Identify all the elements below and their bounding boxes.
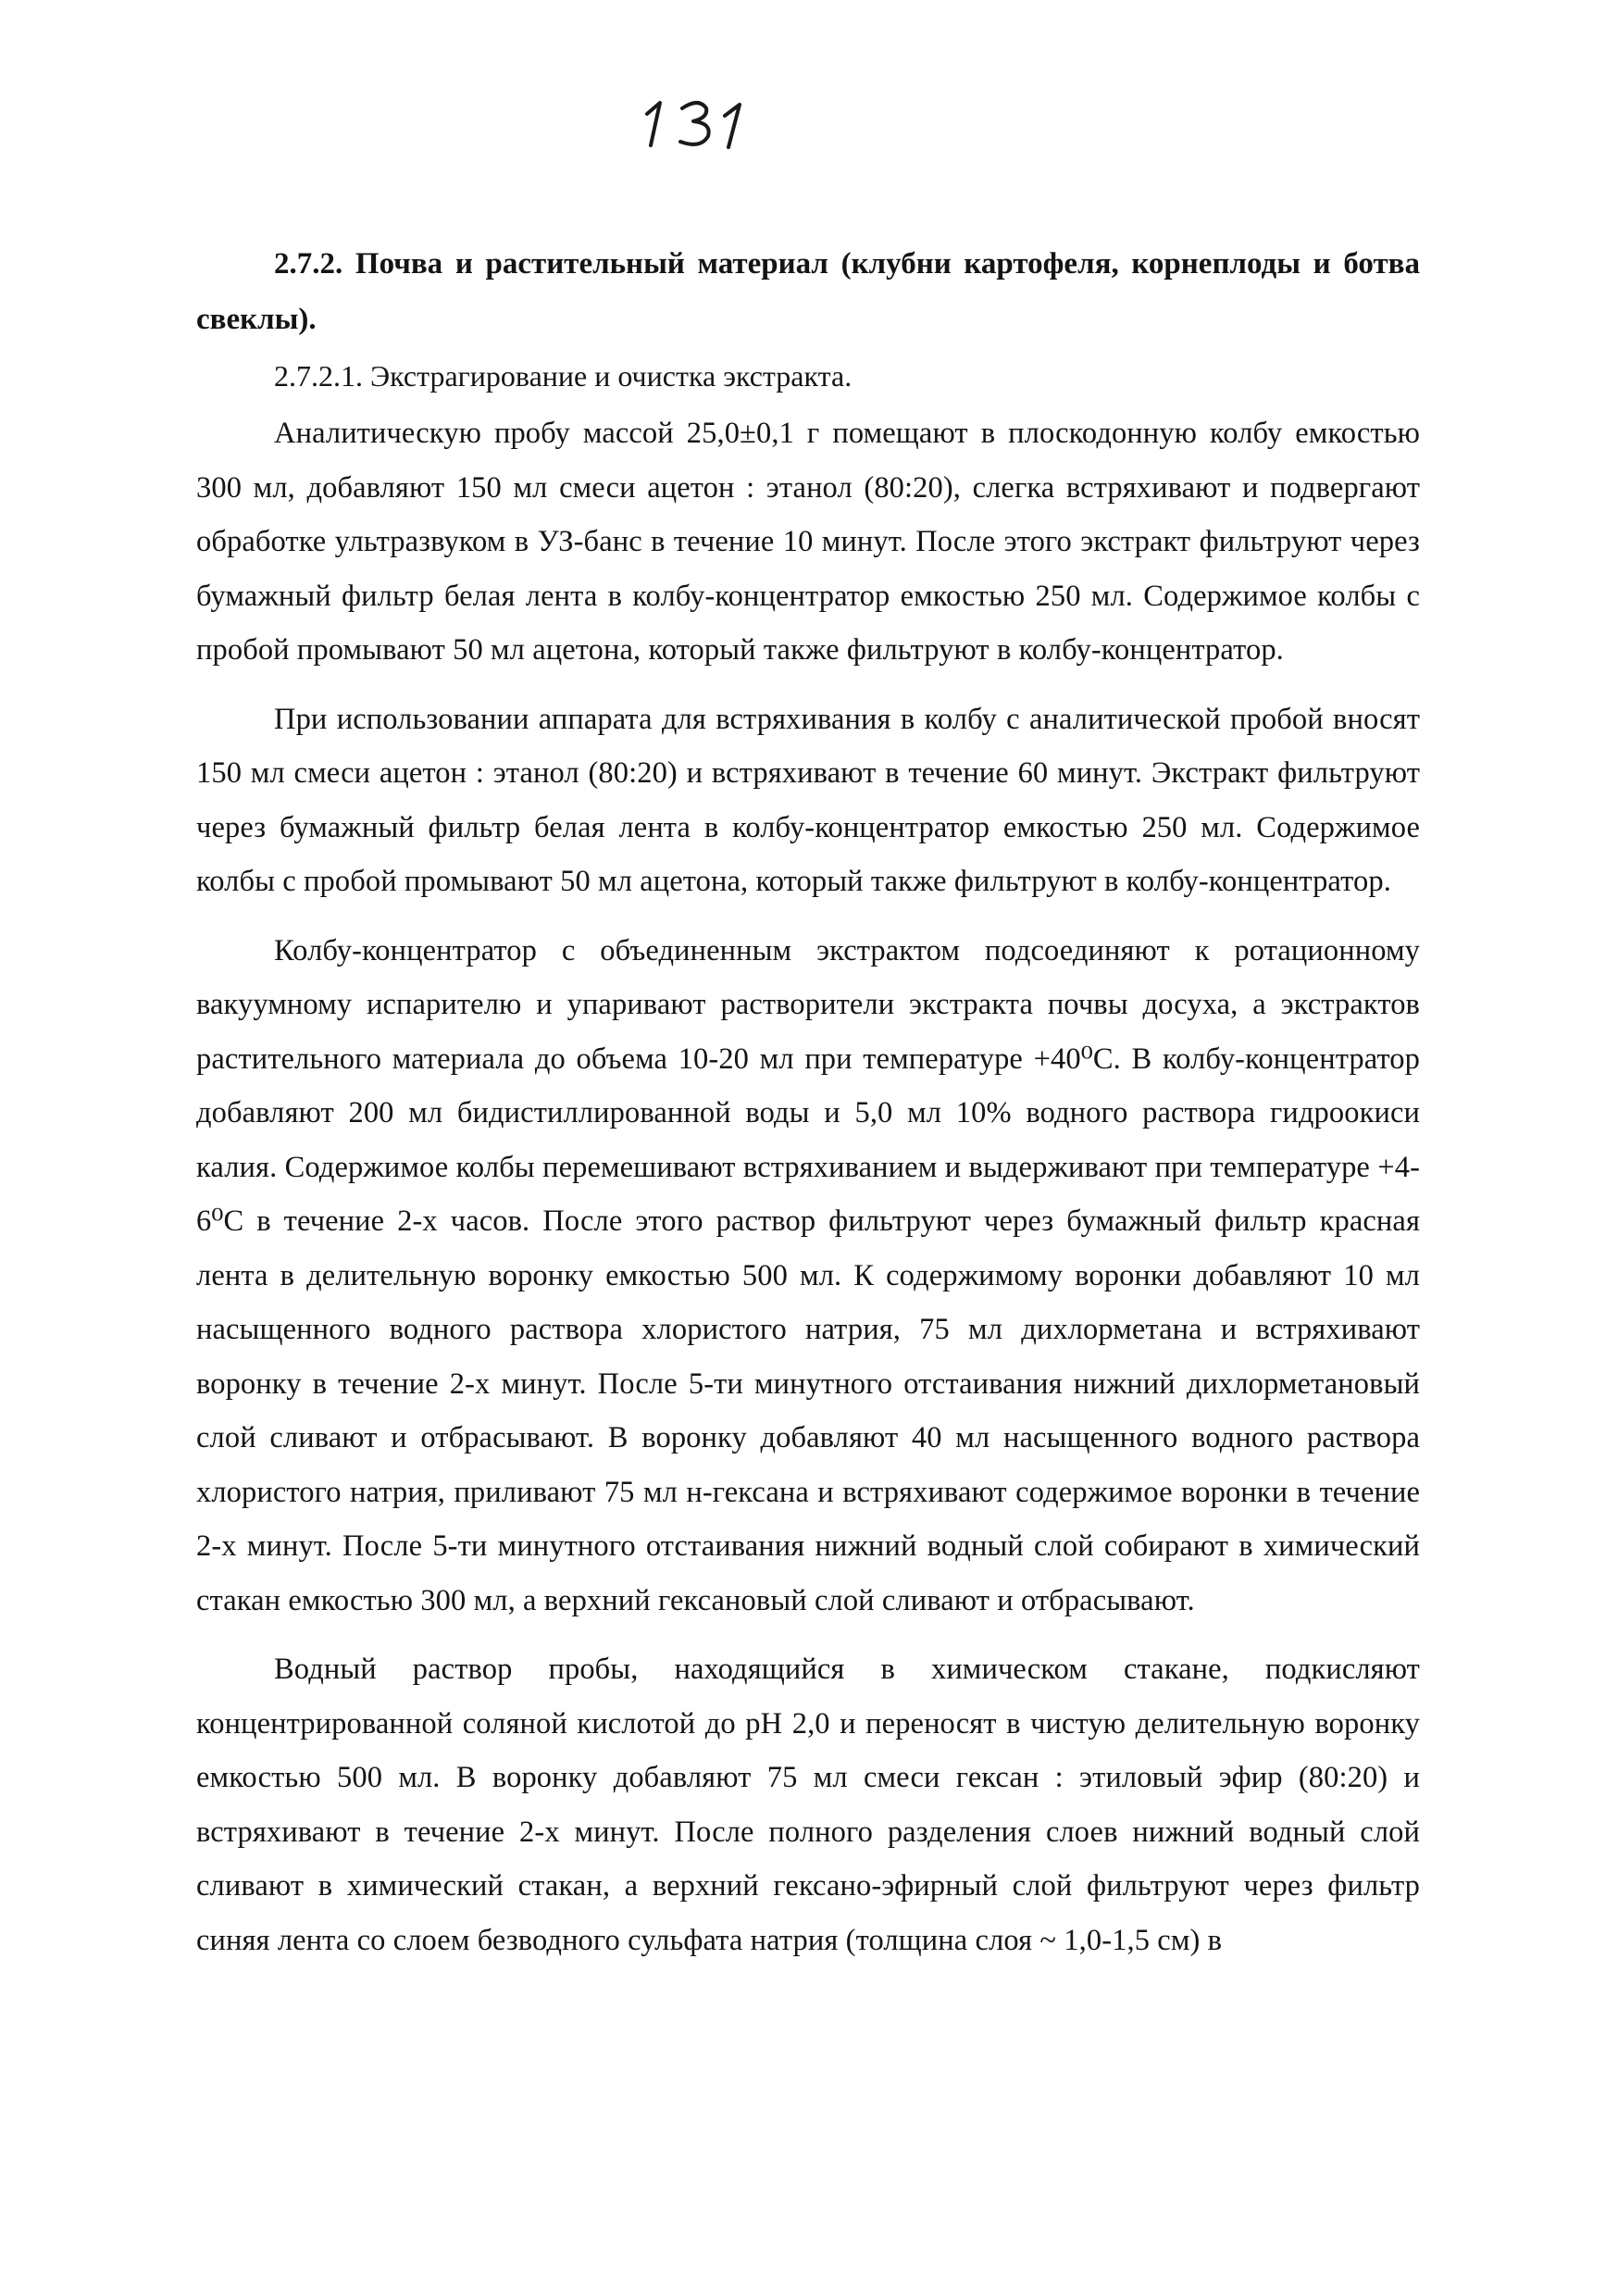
paragraph: Водный раствор пробы, находящийся в химическом стакане, подкисляют концентрированной соляной кислотой до рН 2,0 и переносят в чистую делительную воронку емкостью 500 мл. В воронку добавляют 75 мл смеси гексан : этиловый эфир (80:20) и встряхивают в течение 2-х минут. После полного разделения слоев нижний водный слой сливают в химический стакан, а верхний гексано-эфирный слой фильтруют через фильтр синяя лента со слоем безводного сульфата натрия (толщина слоя ~ 1,0-1,5 см) в bbox=[196, 1653, 1420, 1957]
paragraph: При использовании аппарата для встряхивания в колбу с аналитической пробой вносят 150 мл смеси ацетон : этанол (80:20) и встряхивают в течение 60 минут. Экстракт фильтруют через бумажный фильтр белая лента в колбу-концентратор емкостью 250 мл. Содержимое колбы с пробой промывают 50 мл ацетона, который также фильтруют в колбу-концентратор. bbox=[196, 702, 1420, 898]
document-body bbox=[196, 236, 1420, 1982]
paragraph: Колбу-концентратор с объединенным экстрактом подсоединяют к ротационному вакуумному испарителю и упаривают растворители экстракта почвы досуха, а экстрактов растительного материала до объема 10-20 мл при температуре +40⁰С. В колбу-концентратор добавляют 200 мл бидистиллированной воды и 5,0 мл 10% водного раствора гидроокиси калия. Содержимое колбы перемешивают встряхиванием и выдерживают при температуре +4-6⁰С в течение 2-х часов. После этого раствор фильтруют через бумажный фильтр красная лента в делительную воронку емкостью 500 мл. К содержимому воронки добавляют 10 мл насыщенного водного раствора хлористого натрия, 75 мл дихлорметана и встряхивают воронку в течение 2-х минут. После 5-ти минутного отстаивания нижний дихлорметановый слой сливают и отбрасывают. В воронку добавляют 40 мл насыщенного водного раствора хлористого натрия, приливают 75 мл н-гексана и встряхивают содержимое воронки в течение 2-х минут. После 5-ти минутного отстаивания нижний водный слой собирают в химический стакан емкостью 300 мл, а верхний гексановый слой сливают и отбрасывают. bbox=[196, 933, 1420, 1617]
handwritten-page-number-drawing bbox=[616, 88, 801, 153]
subsection-heading: 2.7.2.1. Экстрагирование и очистка экстракта. bbox=[274, 359, 853, 393]
paragraph: Аналитическую пробу массой 25,0±0,1 г помещают в плоскодонную колбу емкостью 300 мл, добавляют 150 мл смеси ацетон : этанол (80:20), слегка встряхивают и подвергают обработке ультразвуком в УЗ-банс в течение 10 минут. После этого экстракт фильтруют через бумажный фильтр белая лента в колбу-концентратор емкостью 250 мл. Содержимое колбы с пробой промывают 50 мл ацетона, который также фильтруют в колбу-концентратор. bbox=[196, 417, 1420, 667]
section-heading: 2.7.2. Почва и растительный материал (клубни картофеля, корнеплоды и ботва свеклы). bbox=[196, 247, 1420, 336]
handwritten-page-number bbox=[616, 88, 801, 153]
